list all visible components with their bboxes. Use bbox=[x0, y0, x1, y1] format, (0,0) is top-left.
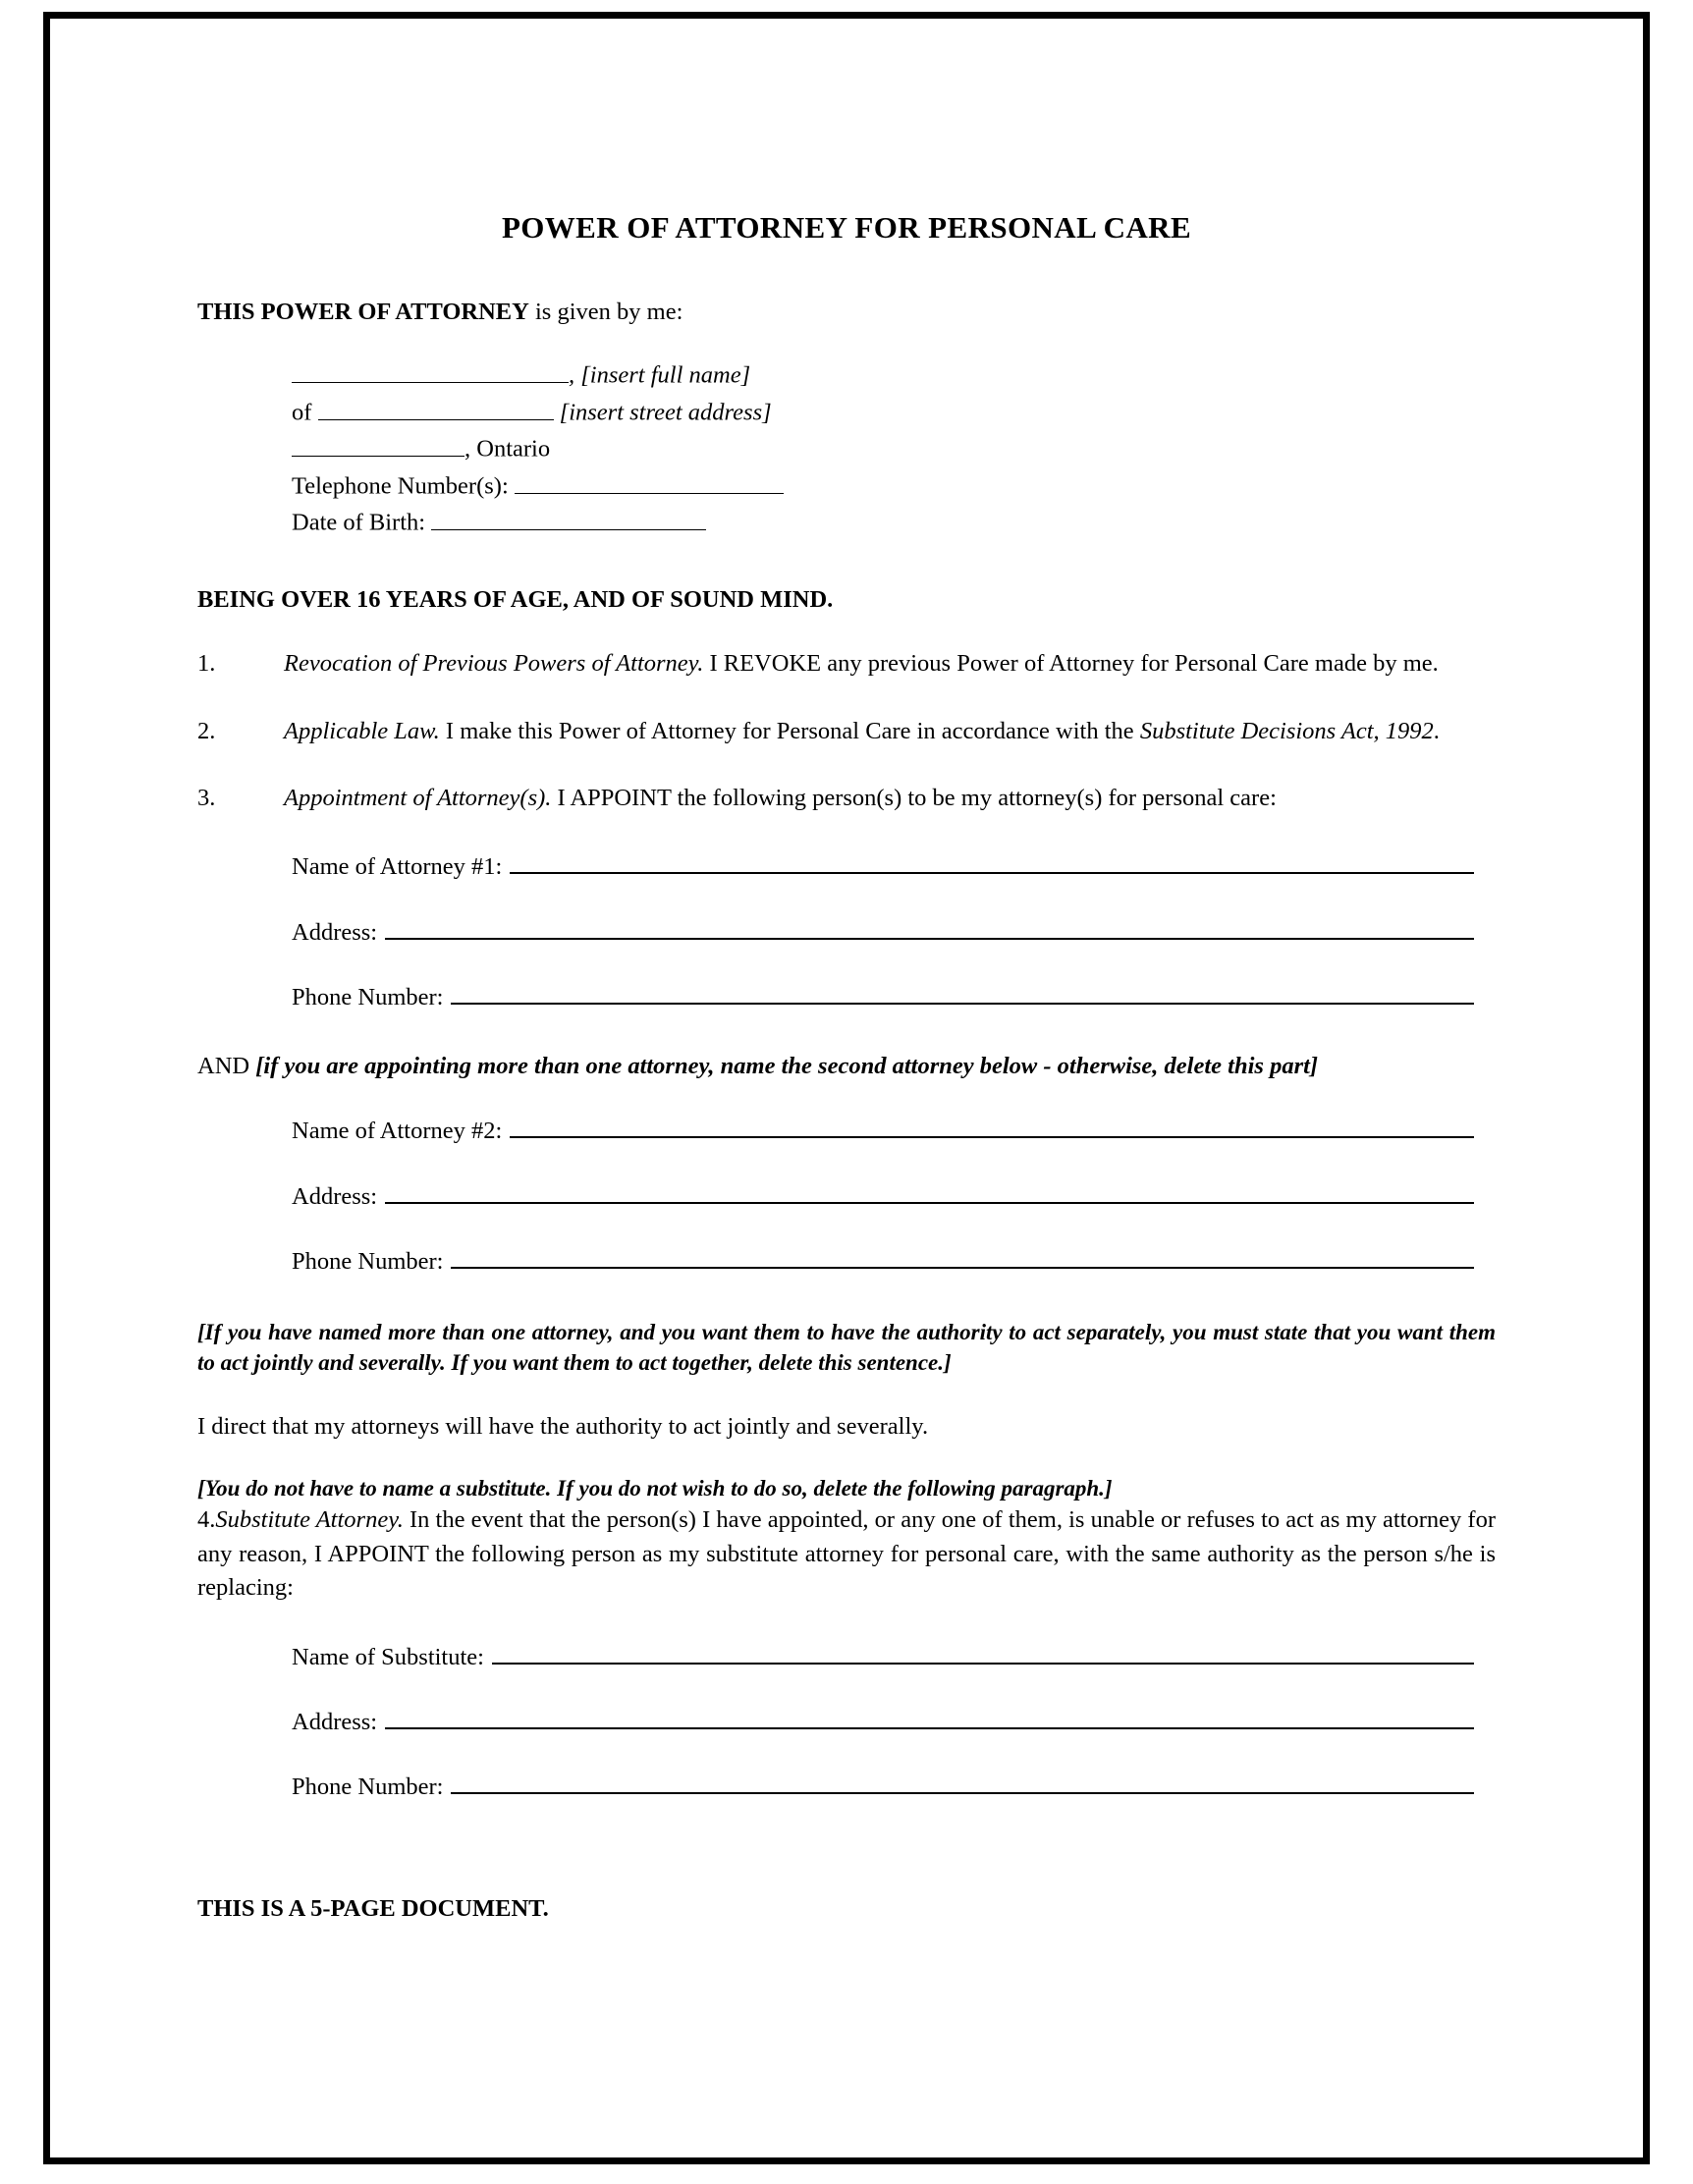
clause-2-number: 2. bbox=[197, 717, 216, 744]
attorney2-name-row bbox=[292, 1114, 1496, 1145]
substitute-phone-label: Phone Number: bbox=[292, 1774, 444, 1801]
identity-city-row bbox=[292, 430, 1496, 467]
clause-2 bbox=[197, 715, 1496, 749]
document-sheet bbox=[50, 19, 1643, 2157]
street-address-field[interactable] bbox=[318, 394, 554, 420]
full-name-field[interactable] bbox=[292, 356, 569, 383]
clause-3-heading: Appointment of Attorney(s). bbox=[284, 785, 552, 812]
identity-address-row bbox=[292, 394, 1496, 431]
clause-1-text: I REVOKE any previous Power of Attorney for Personal Care made by me. bbox=[703, 649, 1439, 677]
clause-3 bbox=[197, 782, 1496, 816]
clause-2-text-after: . bbox=[1433, 717, 1440, 744]
and-note-italic: [if you are appointing more than one attorney, name the second attorney below - otherwise, delete this part] bbox=[255, 1053, 1319, 1079]
attorney1-name-label: Name of Attorney #1: bbox=[292, 853, 503, 881]
attorney2-address-label: Address: bbox=[292, 1182, 378, 1210]
substitute-name-label: Name of Substitute: bbox=[292, 1643, 484, 1670]
second-attorney-note bbox=[197, 1053, 1496, 1080]
clause-1-number: 1. bbox=[197, 649, 216, 677]
intro-paragraph bbox=[197, 297, 1496, 327]
clause-1-heading: Revocation of Previous Powers of Attorney. bbox=[284, 649, 704, 677]
clause-2-text-before: I make this Power of Attorney for Personal Care in accordance with the bbox=[439, 717, 1140, 744]
clause-4-heading: Substitute Attorney. bbox=[215, 1505, 404, 1533]
province-label: , Ontario bbox=[464, 436, 551, 464]
of-label: of bbox=[292, 399, 318, 426]
city-field[interactable] bbox=[292, 430, 464, 457]
clause-3-text: I APPOINT the following person(s) to be my attorney(s) for personal care: bbox=[551, 785, 1277, 812]
attorney2-phone-row bbox=[292, 1244, 1496, 1276]
substitute-name-field[interactable] bbox=[492, 1639, 1474, 1664]
joint-direction-sentence: I direct that my attorneys will have the authority to act jointly and severally. bbox=[197, 1412, 929, 1440]
identity-name-row bbox=[292, 356, 1496, 394]
attorney1-address-label: Address: bbox=[292, 918, 378, 946]
substitute-note: [You do not have to name a substitute. If you do not wish to do so, delete the following paragraph.] bbox=[197, 1475, 1113, 1501]
attorney2-address-field[interactable] bbox=[385, 1178, 1474, 1203]
attorney2-phone-field[interactable] bbox=[451, 1244, 1474, 1269]
substitute-address-label: Address: bbox=[292, 1708, 378, 1735]
and-label: AND bbox=[197, 1053, 256, 1079]
page-count-note: THIS IS A 5-PAGE DOCUMENT. bbox=[197, 1895, 549, 1923]
clause-4 bbox=[197, 1503, 1496, 1606]
substitute-address-row bbox=[292, 1705, 1496, 1736]
page-title: POWER OF ATTORNEY FOR PERSONAL CARE bbox=[501, 210, 1192, 245]
substitute-address-field[interactable] bbox=[385, 1705, 1474, 1729]
attorney2-phone-label: Phone Number: bbox=[292, 1247, 444, 1275]
joint-authority-note: [If you have named more than one attorney, and you want them to have the authority to act separately, you must state that you want them to act jointly and severally. If you want them to act together, delete this sentence.] bbox=[197, 1319, 1496, 1375]
dob-field[interactable] bbox=[431, 504, 706, 530]
identity-block bbox=[292, 356, 1496, 541]
telephone-field[interactable] bbox=[515, 467, 784, 494]
capacity-heading: BEING OVER 16 YEARS OF AGE, AND OF SOUND MIND. bbox=[197, 585, 834, 613]
identity-dob-row bbox=[292, 504, 1496, 541]
clause-1 bbox=[197, 647, 1496, 682]
dob-label: Date of Birth: bbox=[292, 510, 432, 537]
attorney2-address-row bbox=[292, 1178, 1496, 1210]
street-address-hint: [insert street address] bbox=[553, 399, 772, 426]
telephone-label: Telephone Number(s): bbox=[292, 472, 515, 500]
identity-phone-row bbox=[292, 467, 1496, 505]
attorney1-address-row bbox=[292, 914, 1496, 946]
intro-bold-lead: THIS POWER OF ATTORNEY bbox=[197, 299, 529, 325]
attorney1-name-row bbox=[292, 849, 1496, 881]
clause-3-number: 3. bbox=[197, 785, 216, 812]
substitute-name-row bbox=[292, 1639, 1496, 1670]
attorney1-address-field[interactable] bbox=[385, 914, 1474, 939]
clause-2-heading: Applicable Law. bbox=[284, 717, 440, 744]
document-page-border bbox=[43, 12, 1650, 2164]
attorney1-name-field[interactable] bbox=[510, 849, 1474, 874]
attorney1-phone-row bbox=[292, 980, 1496, 1011]
clause-4-number: 4. bbox=[197, 1505, 216, 1533]
clause-2-statute: Substitute Decisions Act, 1992 bbox=[1139, 717, 1434, 744]
attorney1-phone-label: Phone Number: bbox=[292, 984, 444, 1010]
full-name-hint: , [insert full name] bbox=[569, 362, 751, 390]
attorney2-name-field[interactable] bbox=[510, 1114, 1474, 1138]
clause-4-text: In the event that the person(s) I have appointed, or any one of them, is unable or refuses to act as my attorney for any reason, I APPOINT the following person as my substitute attorney for personal care, with the same authority as the person s/he is replacing: bbox=[197, 1505, 1496, 1602]
attorney2-name-label: Name of Attorney #2: bbox=[292, 1118, 503, 1145]
substitute-phone-field[interactable] bbox=[451, 1770, 1474, 1794]
intro-rest: is given by me: bbox=[528, 299, 683, 325]
substitute-phone-row bbox=[292, 1770, 1496, 1801]
attorney1-phone-field[interactable] bbox=[451, 980, 1474, 1005]
